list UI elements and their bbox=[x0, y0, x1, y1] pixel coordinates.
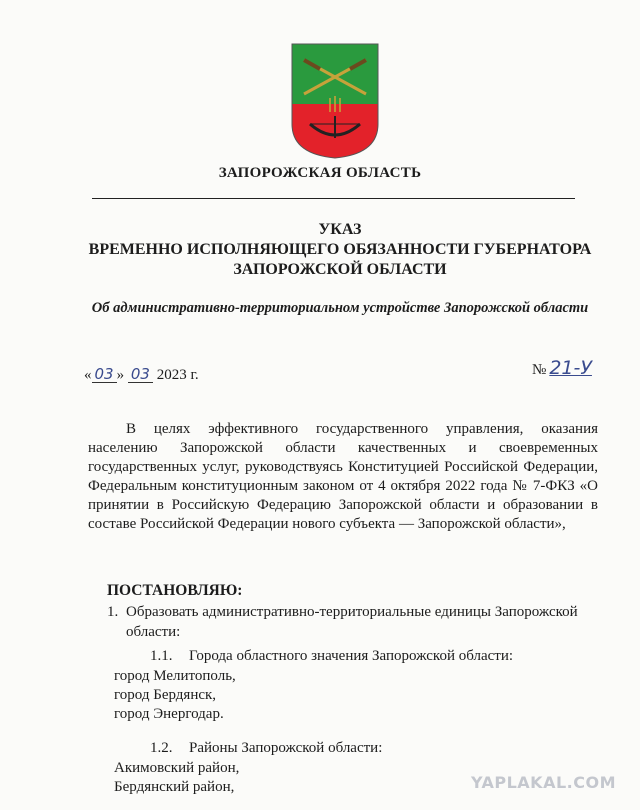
item-1-1-text: Города областного значения Запорожской области: bbox=[189, 648, 514, 664]
preamble-paragraph bbox=[88, 420, 598, 534]
list-item: Бердянский район, bbox=[114, 779, 235, 795]
resolve-heading: ПОСТАНОВЛЯЮ: bbox=[107, 582, 243, 599]
decree-title bbox=[0, 220, 640, 280]
list-item: город Энергодар. bbox=[114, 706, 224, 722]
item-1-number: 1. bbox=[107, 604, 119, 620]
item-1-2-number: 1.2. bbox=[150, 740, 173, 756]
decree-title-line: ВРЕМЕННО ИСПОЛНЯЮЩЕГО ОБЯЗАННОСТИ ГУБЕРНАТОРА bbox=[88, 241, 592, 258]
decree-subject: Об административно-территориальном устройстве Запорожской области bbox=[91, 300, 589, 316]
item-1-2 bbox=[150, 740, 382, 757]
date-quote-open: « bbox=[84, 367, 92, 383]
header-divider bbox=[92, 198, 575, 199]
item-1 bbox=[107, 602, 602, 642]
item-1-2-text: Районы Запорожской области: bbox=[189, 740, 383, 756]
item-1-1-number: 1.1. bbox=[150, 648, 173, 664]
region-name: ЗАПОРОЖСКАЯ ОБЛАСТЬ bbox=[218, 165, 422, 181]
item-1-text: Образовать административно-территориальные единицы Запорожской bbox=[126, 604, 578, 620]
number-prefix: № bbox=[532, 362, 547, 378]
list-item: город Мелитополь, bbox=[114, 668, 236, 684]
decree-title-line: ЗАПОРОЖСКОЙ ОБЛАСТИ bbox=[233, 261, 447, 278]
list-item: город Бердянск, bbox=[114, 687, 217, 703]
list-item: Акимовский район, bbox=[114, 760, 240, 776]
preamble-text: В целях эффективного государственного управления, оказания населению Запорожской области качественных и своевременных государственных услуг, руководствуясь Конституцией Российской Федерации, Федеральным конституционным законом от 4 октября 2022 года № 7-ФКЗ «О принятии в Российскую Федерацию Запорожской области и образовании в составе Российской Федерации нового субъекта — Запорожской области», bbox=[88, 421, 598, 532]
coat-of-arms bbox=[290, 42, 380, 160]
number-handwritten: 21-У bbox=[549, 357, 592, 379]
date-year: 2023 г. bbox=[156, 367, 199, 383]
item-1-1 bbox=[150, 648, 513, 665]
date-quote-close: » bbox=[116, 367, 125, 383]
decree-number bbox=[532, 357, 595, 379]
item-1-text-cont: области: bbox=[126, 624, 181, 640]
date-month-handwritten: 03 bbox=[128, 366, 153, 383]
watermark: YAPLAKAL.COM bbox=[470, 773, 616, 792]
decree-date bbox=[84, 366, 199, 384]
date-day-handwritten: 03 bbox=[92, 366, 117, 383]
decree-title-line: УКАЗ bbox=[318, 221, 362, 238]
